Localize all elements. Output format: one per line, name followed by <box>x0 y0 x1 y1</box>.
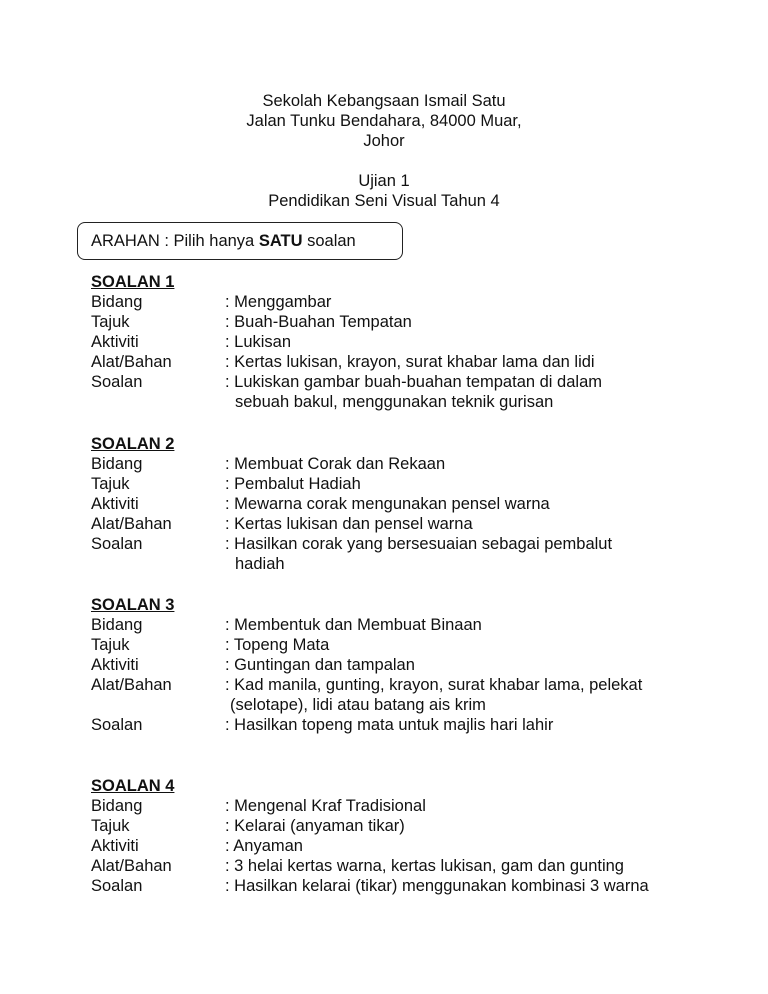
row-value: : Membuat Corak dan Rekaan <box>225 455 446 473</box>
question-2 <box>91 434 731 574</box>
question-title: SOALAN 4 <box>91 777 175 795</box>
question-row-tajuk <box>91 312 731 332</box>
question-row-bidang <box>91 292 731 312</box>
question-row-alat-bahan <box>91 675 731 695</box>
school-state: Johor <box>363 132 405 150</box>
row-value: : Kertas lukisan, krayon, surat khabar lama dan lidi <box>225 353 595 371</box>
document-header <box>0 91 768 211</box>
question-title: SOALAN 1 <box>91 273 175 291</box>
row-label: Bidang <box>91 293 143 311</box>
row-value: : Mewarna corak mengunakan pensel warna <box>225 495 550 513</box>
question-row-soalan <box>91 372 731 392</box>
instruction-emphasis: SATU <box>258 232 303 250</box>
question-row-alat-bahan <box>91 856 731 876</box>
row-label: Soalan <box>91 716 143 734</box>
row-value: : Kad manila, gunting, krayon, surat khabar lama, pelekat <box>225 676 643 694</box>
row-value: : Kertas lukisan dan pensel warna <box>225 515 473 533</box>
question-title: SOALAN 2 <box>91 435 175 453</box>
question-row-alat-bahan <box>91 514 731 534</box>
row-value: : Guntingan dan tampalan <box>225 656 415 674</box>
question-row-tajuk <box>91 635 731 655</box>
row-value: : Lukisan <box>225 333 292 351</box>
question-row-aktiviti <box>91 332 731 352</box>
question-3 <box>91 595 731 735</box>
question-row-tajuk <box>91 474 731 494</box>
row-label: Soalan <box>91 373 143 391</box>
row-value: : Anyaman <box>225 837 303 855</box>
row-label: Bidang <box>91 797 143 815</box>
question-4 <box>91 776 731 896</box>
row-label: Bidang <box>91 616 143 634</box>
row-value: : Hasilkan corak yang bersesuaian sebagai pembalut <box>225 535 613 553</box>
question-row-soalan <box>91 876 731 896</box>
row-label: Alat/Bahan <box>91 857 172 875</box>
row-label: Aktiviti <box>91 495 139 513</box>
exam-title: Ujian 1 <box>358 172 410 190</box>
row-continuation: (selotape), lidi atau batang ais krim <box>230 696 486 714</box>
row-label: Tajuk <box>91 817 130 835</box>
question-row-soalan <box>91 715 731 735</box>
row-label: Soalan <box>91 877 143 895</box>
row-label: Soalan <box>91 535 143 553</box>
school-address: Jalan Tunku Bendahara, 84000 Muar, <box>246 112 522 130</box>
row-value: : Lukiskan gambar buah-buahan tempatan di dalam <box>225 373 602 391</box>
instruction-suffix: soalan <box>302 232 356 250</box>
instruction-box <box>77 222 403 260</box>
row-value: : Hasilkan topeng mata untuk majlis hari lahir <box>225 716 554 734</box>
question-row-bidang <box>91 796 731 816</box>
row-label: Aktiviti <box>91 837 139 855</box>
question-row-bidang <box>91 454 731 474</box>
question-1 <box>91 272 731 412</box>
school-name: Sekolah Kebangsaan Ismail Satu <box>262 92 506 110</box>
row-label: Aktiviti <box>91 656 139 674</box>
row-label: Tajuk <box>91 313 130 331</box>
row-continuation: hadiah <box>235 555 285 573</box>
row-label: Alat/Bahan <box>91 676 172 694</box>
row-value: : Hasilkan kelarai (tikar) menggunakan kombinasi 3 warna <box>225 877 649 895</box>
row-label: Alat/Bahan <box>91 353 172 371</box>
question-row-tajuk <box>91 816 731 836</box>
row-value: : Mengenal Kraf Tradisional <box>225 797 426 815</box>
row-value: : Pembalut Hadiah <box>225 475 361 493</box>
question-row-alat-bahan <box>91 352 731 372</box>
row-value: : Buah-Buahan Tempatan <box>225 313 412 331</box>
row-label: Aktiviti <box>91 333 139 351</box>
row-continuation: sebuah bakul, menggunakan teknik gurisan <box>235 393 554 411</box>
row-label: Tajuk <box>91 475 130 493</box>
question-row-aktiviti <box>91 494 731 514</box>
question-row-bidang <box>91 615 731 635</box>
question-row-soalan <box>91 534 731 554</box>
row-value: : Kelarai (anyaman tikar) <box>225 817 405 835</box>
question-row-aktiviti <box>91 655 731 675</box>
question-row-aktiviti <box>91 836 731 856</box>
row-label: Tajuk <box>91 636 130 654</box>
row-value: : Topeng Mata <box>225 636 330 654</box>
row-value: : 3 helai kertas warna, kertas lukisan, gam dan gunting <box>225 857 624 875</box>
row-value: : Menggambar <box>225 293 332 311</box>
row-label: Alat/Bahan <box>91 515 172 533</box>
row-label: Bidang <box>91 455 143 473</box>
instruction-prefix: ARAHAN : Pilih hanya <box>91 232 259 250</box>
subject-title: Pendidikan Seni Visual Tahun 4 <box>268 192 500 210</box>
row-value: : Membentuk dan Membuat Binaan <box>225 616 482 634</box>
question-title: SOALAN 3 <box>91 596 175 614</box>
